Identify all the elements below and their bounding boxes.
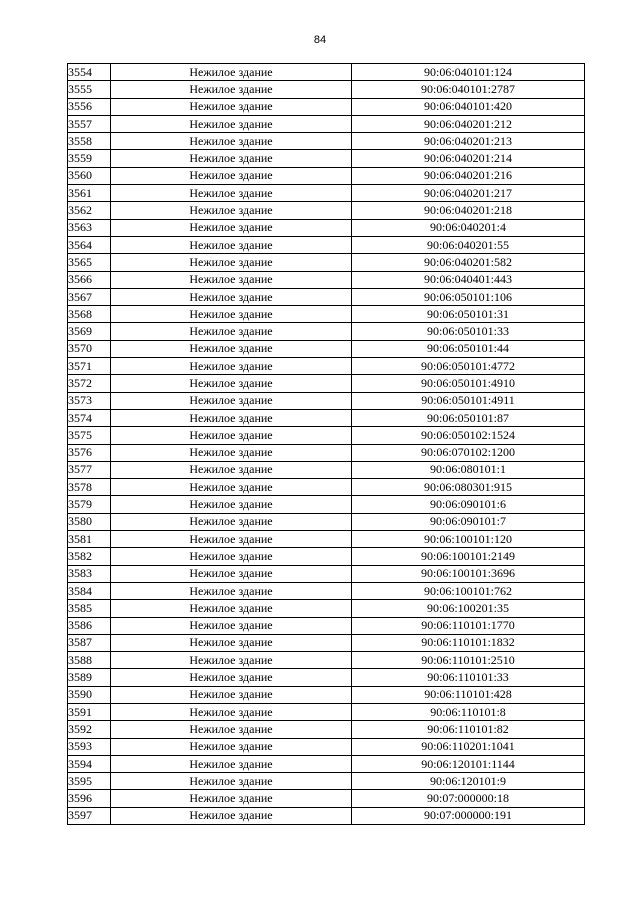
table-row bbox=[68, 254, 585, 271]
cadastral-number-cell: 90:06:040101:124 bbox=[352, 64, 585, 81]
cadastral-number-cell: 90:06:110101:82 bbox=[352, 721, 585, 738]
cadastral-number-cell: 90:06:110201:1041 bbox=[352, 738, 585, 755]
object-type-cell: Нежилое здание bbox=[111, 358, 352, 375]
row-number-cell: 3563 bbox=[68, 219, 111, 236]
object-type-cell: Нежилое здание bbox=[111, 323, 352, 340]
table-row bbox=[68, 617, 585, 634]
object-type-cell: Нежилое здание bbox=[111, 669, 352, 686]
object-type-cell: Нежилое здание bbox=[111, 133, 352, 150]
row-number-cell: 3597 bbox=[68, 807, 111, 824]
table-row bbox=[68, 409, 585, 426]
object-type-cell: Нежилое здание bbox=[111, 755, 352, 772]
cadastral-number-cell: 90:06:110101:428 bbox=[352, 686, 585, 703]
row-number-cell: 3568 bbox=[68, 306, 111, 323]
cadastral-number-cell: 90:06:100201:35 bbox=[352, 600, 585, 617]
object-type-cell: Нежилое здание bbox=[111, 461, 352, 478]
table-row bbox=[68, 634, 585, 651]
row-number-cell: 3556 bbox=[68, 98, 111, 115]
row-number-cell: 3590 bbox=[68, 686, 111, 703]
table-row bbox=[68, 358, 585, 375]
row-number-cell: 3576 bbox=[68, 444, 111, 461]
row-number-cell: 3569 bbox=[68, 323, 111, 340]
table-row bbox=[68, 548, 585, 565]
object-type-cell: Нежилое здание bbox=[111, 790, 352, 807]
cadastral-number-cell: 90:06:100101:3696 bbox=[352, 565, 585, 582]
cadastral-number-cell: 90:06:110101:1832 bbox=[352, 634, 585, 651]
table-row bbox=[68, 236, 585, 253]
row-number-cell: 3587 bbox=[68, 634, 111, 651]
object-type-cell: Нежилое здание bbox=[111, 807, 352, 824]
object-type-cell: Нежилое здание bbox=[111, 600, 352, 617]
row-number-cell: 3588 bbox=[68, 652, 111, 669]
cadastral-number-cell: 90:06:110101:2510 bbox=[352, 652, 585, 669]
table-row bbox=[68, 81, 585, 98]
cadastral-number-cell: 90:06:080101:1 bbox=[352, 461, 585, 478]
cadastral-number-cell: 90:07:000000:18 bbox=[352, 790, 585, 807]
table-row bbox=[68, 773, 585, 790]
object-type-cell: Нежилое здание bbox=[111, 202, 352, 219]
row-number-cell: 3555 bbox=[68, 81, 111, 98]
cadastral-number-cell: 90:06:050101:106 bbox=[352, 288, 585, 305]
row-number-cell: 3579 bbox=[68, 496, 111, 513]
cadastral-number-cell: 90:06:040201:216 bbox=[352, 167, 585, 184]
table-row bbox=[68, 133, 585, 150]
object-type-cell: Нежилое здание bbox=[111, 306, 352, 323]
table-row bbox=[68, 807, 585, 824]
table-row bbox=[68, 565, 585, 582]
row-number-cell: 3560 bbox=[68, 167, 111, 184]
cadastral-number-cell: 90:06:120101:9 bbox=[352, 773, 585, 790]
object-type-cell: Нежилое здание bbox=[111, 773, 352, 790]
cadastral-number-cell: 90:06:040201:582 bbox=[352, 254, 585, 271]
table-row bbox=[68, 669, 585, 686]
row-number-cell: 3586 bbox=[68, 617, 111, 634]
row-number-cell: 3561 bbox=[68, 185, 111, 202]
row-number-cell: 3567 bbox=[68, 288, 111, 305]
object-type-cell: Нежилое здание bbox=[111, 582, 352, 599]
cadastral-number-cell: 90:06:050101:31 bbox=[352, 306, 585, 323]
object-type-cell: Нежилое здание bbox=[111, 288, 352, 305]
object-type-cell: Нежилое здание bbox=[111, 167, 352, 184]
row-number-cell: 3571 bbox=[68, 358, 111, 375]
row-number-cell: 3581 bbox=[68, 531, 111, 548]
row-number-cell: 3584 bbox=[68, 582, 111, 599]
object-type-cell: Нежилое здание bbox=[111, 340, 352, 357]
row-number-cell: 3585 bbox=[68, 600, 111, 617]
object-type-cell: Нежилое здание bbox=[111, 219, 352, 236]
cadastral-number-cell: 90:06:110101:33 bbox=[352, 669, 585, 686]
cadastral-number-cell: 90:06:050101:33 bbox=[352, 323, 585, 340]
table-row bbox=[68, 392, 585, 409]
object-type-cell: Нежилое здание bbox=[111, 409, 352, 426]
table-row bbox=[68, 721, 585, 738]
table-row bbox=[68, 219, 585, 236]
cadastral-number-cell: 90:06:040201:4 bbox=[352, 219, 585, 236]
cadastral-number-cell: 90:06:110101:8 bbox=[352, 703, 585, 720]
object-type-cell: Нежилое здание bbox=[111, 479, 352, 496]
row-number-cell: 3595 bbox=[68, 773, 111, 790]
row-number-cell: 3592 bbox=[68, 721, 111, 738]
table-row bbox=[68, 790, 585, 807]
row-number-cell: 3596 bbox=[68, 790, 111, 807]
cadastral-number-cell: 90:06:050101:4772 bbox=[352, 358, 585, 375]
object-type-cell: Нежилое здание bbox=[111, 236, 352, 253]
row-number-cell: 3582 bbox=[68, 548, 111, 565]
row-number-cell: 3573 bbox=[68, 392, 111, 409]
row-number-cell: 3594 bbox=[68, 755, 111, 772]
cadastral-number-cell: 90:06:080301:915 bbox=[352, 479, 585, 496]
row-number-cell: 3559 bbox=[68, 150, 111, 167]
object-type-cell: Нежилое здание bbox=[111, 254, 352, 271]
row-number-cell: 3562 bbox=[68, 202, 111, 219]
table-row bbox=[68, 288, 585, 305]
object-type-cell: Нежилое здание bbox=[111, 686, 352, 703]
object-type-cell: Нежилое здание bbox=[111, 548, 352, 565]
row-number-cell: 3577 bbox=[68, 461, 111, 478]
cadastral-number-cell: 90:06:040201:214 bbox=[352, 150, 585, 167]
table-row bbox=[68, 496, 585, 513]
table-row bbox=[68, 755, 585, 772]
cadastral-number-cell: 90:06:050101:4910 bbox=[352, 375, 585, 392]
row-number-cell: 3574 bbox=[68, 409, 111, 426]
object-type-cell: Нежилое здание bbox=[111, 652, 352, 669]
object-type-cell: Нежилое здание bbox=[111, 496, 352, 513]
object-type-cell: Нежилое здание bbox=[111, 115, 352, 132]
object-type-cell: Нежилое здание bbox=[111, 185, 352, 202]
object-type-cell: Нежилое здание bbox=[111, 565, 352, 582]
table-row bbox=[68, 531, 585, 548]
cadastral-number-cell: 90:06:120101:1144 bbox=[352, 755, 585, 772]
object-type-cell: Нежилое здание bbox=[111, 531, 352, 548]
cadastral-number-cell: 90:06:100101:2149 bbox=[352, 548, 585, 565]
cadastral-number-cell: 90:06:040201:213 bbox=[352, 133, 585, 150]
cadastral-number-cell: 90:06:100101:762 bbox=[352, 582, 585, 599]
table-row bbox=[68, 738, 585, 755]
registry-table-body bbox=[68, 64, 585, 825]
object-type-cell: Нежилое здание bbox=[111, 64, 352, 81]
cadastral-number-cell: 90:06:050101:87 bbox=[352, 409, 585, 426]
cadastral-number-cell: 90:06:070102:1200 bbox=[352, 444, 585, 461]
table-row bbox=[68, 600, 585, 617]
cadastral-number-cell: 90:06:040101:2787 bbox=[352, 81, 585, 98]
row-number-cell: 3593 bbox=[68, 738, 111, 755]
cadastral-number-cell: 90:06:050102:1524 bbox=[352, 427, 585, 444]
row-number-cell: 3565 bbox=[68, 254, 111, 271]
row-number-cell: 3578 bbox=[68, 479, 111, 496]
cadastral-number-cell: 90:06:050101:44 bbox=[352, 340, 585, 357]
cadastral-number-cell: 90:06:090101:7 bbox=[352, 513, 585, 530]
object-type-cell: Нежилое здание bbox=[111, 427, 352, 444]
table-row bbox=[68, 98, 585, 115]
table-row bbox=[68, 150, 585, 167]
cadastral-number-cell: 90:06:040401:443 bbox=[352, 271, 585, 288]
table-row bbox=[68, 271, 585, 288]
table-row bbox=[68, 323, 585, 340]
table-row bbox=[68, 461, 585, 478]
table-row bbox=[68, 444, 585, 461]
cadastral-number-cell: 90:06:040101:420 bbox=[352, 98, 585, 115]
table-row bbox=[68, 306, 585, 323]
table-row bbox=[68, 340, 585, 357]
cadastral-number-cell: 90:06:040201:218 bbox=[352, 202, 585, 219]
table-row bbox=[68, 513, 585, 530]
row-number-cell: 3570 bbox=[68, 340, 111, 357]
object-type-cell: Нежилое здание bbox=[111, 738, 352, 755]
table-row bbox=[68, 582, 585, 599]
object-type-cell: Нежилое здание bbox=[111, 271, 352, 288]
table-row bbox=[68, 686, 585, 703]
object-type-cell: Нежилое здание bbox=[111, 444, 352, 461]
object-type-cell: Нежилое здание bbox=[111, 81, 352, 98]
object-type-cell: Нежилое здание bbox=[111, 634, 352, 651]
cadastral-number-cell: 90:06:050101:4911 bbox=[352, 392, 585, 409]
object-type-cell: Нежилое здание bbox=[111, 513, 352, 530]
registry-table bbox=[67, 63, 585, 825]
table-row bbox=[68, 652, 585, 669]
row-number-cell: 3564 bbox=[68, 236, 111, 253]
row-number-cell: 3591 bbox=[68, 703, 111, 720]
cadastral-number-cell: 90:06:090101:6 bbox=[352, 496, 585, 513]
cadastral-number-cell: 90:06:040201:55 bbox=[352, 236, 585, 253]
object-type-cell: Нежилое здание bbox=[111, 392, 352, 409]
table-row bbox=[68, 703, 585, 720]
row-number-cell: 3589 bbox=[68, 669, 111, 686]
cadastral-number-cell: 90:06:040201:212 bbox=[352, 115, 585, 132]
table-row bbox=[68, 202, 585, 219]
object-type-cell: Нежилое здание bbox=[111, 721, 352, 738]
cadastral-number-cell: 90:07:000000:191 bbox=[352, 807, 585, 824]
table-row bbox=[68, 167, 585, 184]
table-row bbox=[68, 479, 585, 496]
row-number-cell: 3566 bbox=[68, 271, 111, 288]
table-row bbox=[68, 375, 585, 392]
row-number-cell: 3554 bbox=[68, 64, 111, 81]
object-type-cell: Нежилое здание bbox=[111, 703, 352, 720]
object-type-cell: Нежилое здание bbox=[111, 375, 352, 392]
object-type-cell: Нежилое здание bbox=[111, 98, 352, 115]
row-number-cell: 3575 bbox=[68, 427, 111, 444]
row-number-cell: 3558 bbox=[68, 133, 111, 150]
cadastral-number-cell: 90:06:110101:1770 bbox=[352, 617, 585, 634]
row-number-cell: 3580 bbox=[68, 513, 111, 530]
table-row bbox=[68, 115, 585, 132]
object-type-cell: Нежилое здание bbox=[111, 617, 352, 634]
table-row bbox=[68, 427, 585, 444]
row-number-cell: 3572 bbox=[68, 375, 111, 392]
row-number-cell: 3583 bbox=[68, 565, 111, 582]
table-row bbox=[68, 64, 585, 81]
page-number: 84 bbox=[313, 34, 327, 46]
object-type-cell: Нежилое здание bbox=[111, 150, 352, 167]
cadastral-number-cell: 90:06:100101:120 bbox=[352, 531, 585, 548]
table-row bbox=[68, 185, 585, 202]
cadastral-number-cell: 90:06:040201:217 bbox=[352, 185, 585, 202]
row-number-cell: 3557 bbox=[68, 115, 111, 132]
